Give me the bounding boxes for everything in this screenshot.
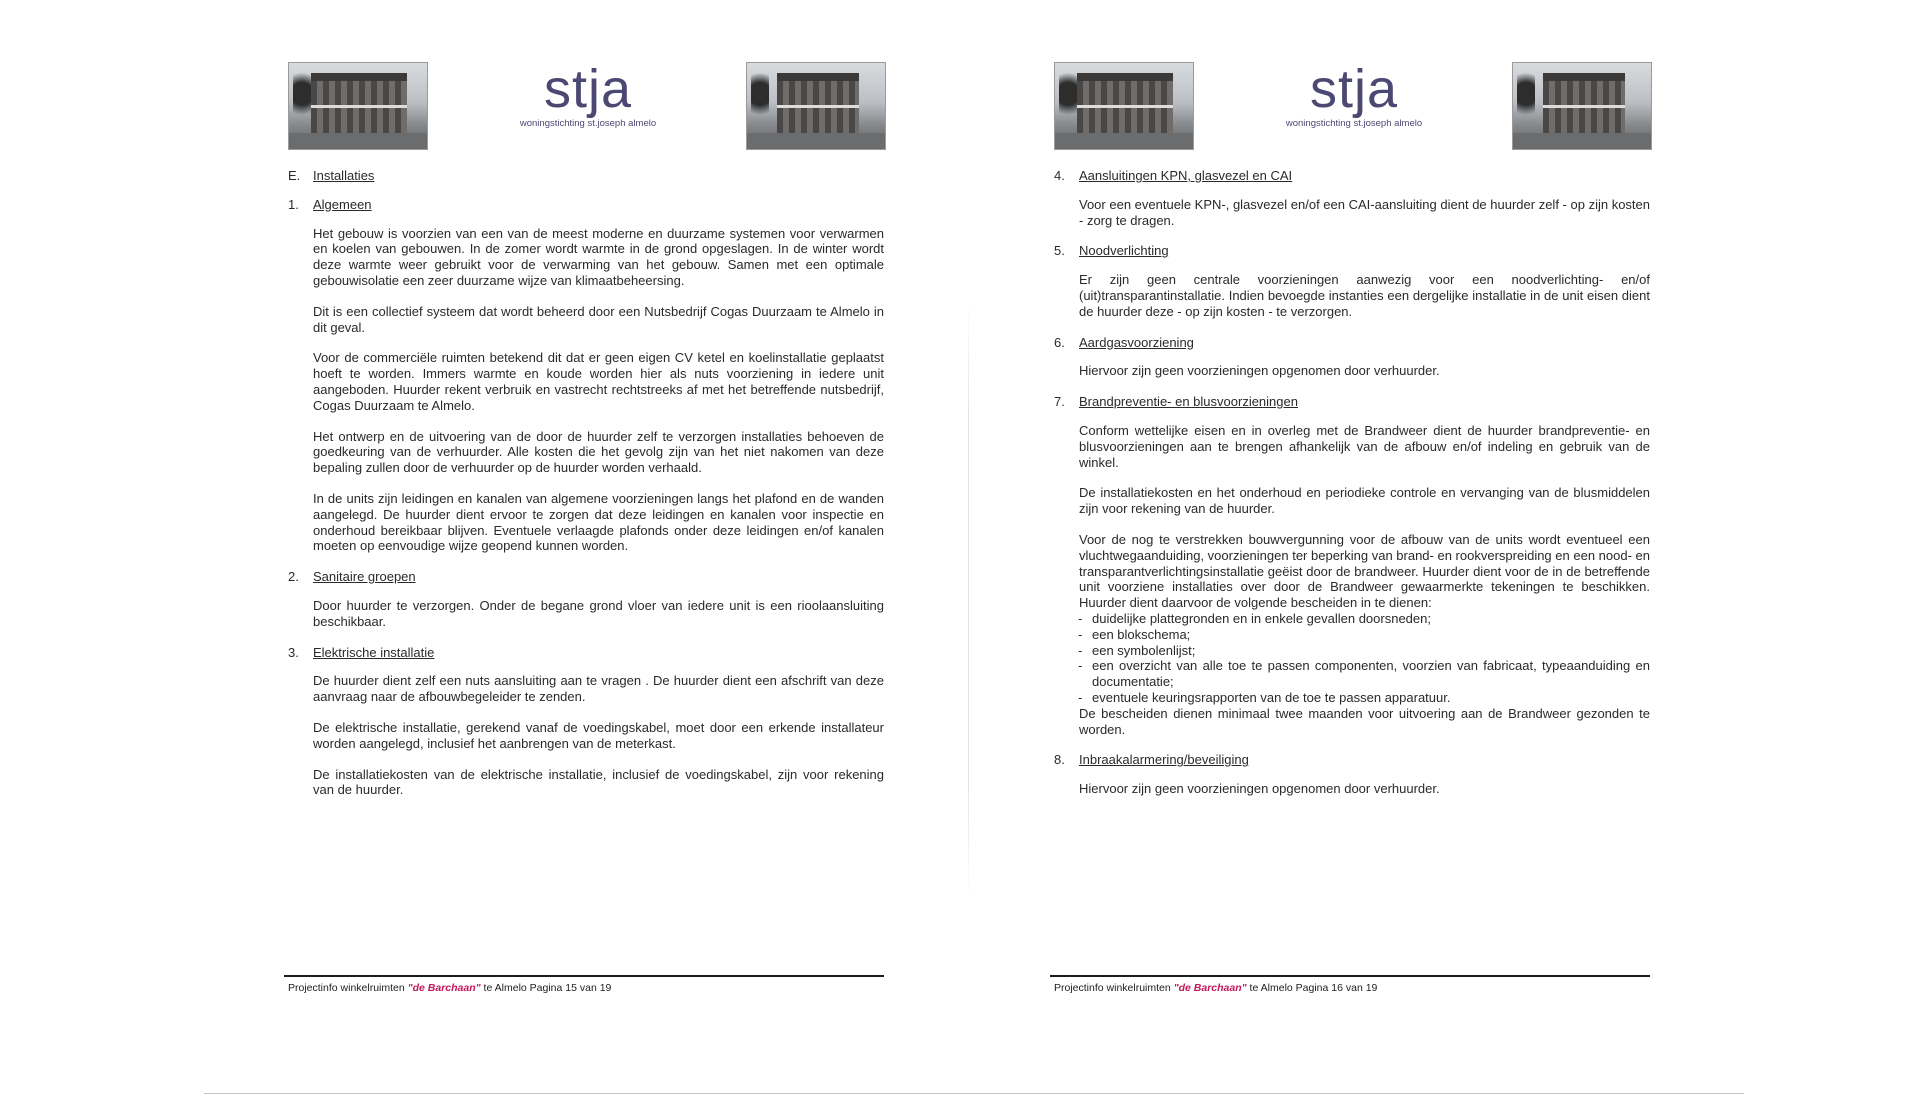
subsection-heading (1054, 168, 1650, 184)
paragraph: Hiervoor zijn geen voorzieningen opgenomen door verhuurder. (1079, 363, 1440, 379)
list-item: - eventuele keuringsrapporten van de toe te passen apparatuur. (1078, 690, 1650, 706)
paragraph-with-list (1079, 532, 1650, 737)
paragraph: Door huurder te verzorgen. Onder de begane grond vloer van iedere unit is een rioolaansluiting beschikbaar. (313, 597, 884, 629)
subsection-heading (288, 197, 884, 213)
paragraph: Voor een eventuele KPN-, glasvezel en/of een CAI-aansluiting dient de huurder zelf - op zijn kosten - zorg te dragen. (1079, 196, 1650, 228)
footer-rule (1050, 975, 1650, 977)
section-title: Installaties (313, 168, 375, 183)
document-page-16 (1046, 0, 1786, 1081)
page-footer (1054, 982, 1377, 994)
paragraph: De installatiekosten van de elektrische installatie, inclusief de voedingskabel, zijn voor rekening van de huurder. (313, 766, 884, 798)
footer-page-number: te Almelo Pagina 15 van 19 (483, 982, 612, 994)
page-footer (288, 982, 611, 994)
paragraph: De installatiekosten en het onderhoud en periodieke controle en vervanging van de blusmiddelen zijn voor rekening van de huurder. (1079, 485, 1650, 517)
document-page-15 (280, 0, 1020, 1081)
list-item: - een blokschema; (1078, 627, 1650, 643)
building-photo-left (288, 62, 428, 150)
subsection-title: Inbraakalarmering/beveiliging (1079, 752, 1249, 768)
logo-tagline: woningstichting st.joseph almelo (519, 118, 657, 129)
subsection-heading (288, 645, 884, 661)
stja-logo (1254, 59, 1454, 129)
subsection-title: Sanitaire groepen (313, 569, 416, 585)
list-item: - een symbolenlijst; (1078, 643, 1650, 659)
subsection-heading (1054, 335, 1650, 351)
logo-wordmark: stja (1309, 59, 1399, 119)
logo-tagline: woningstichting st.joseph almelo (1285, 118, 1423, 129)
subsection-number: 8. (1054, 752, 1065, 768)
paragraph: In de units zijn leidingen en kanalen van algemene voorzieningen langs het plafond en de wanden aangelegd. De huurder dient ervoor te zorgen dat deze leidingen en kanalen voor inspectie en onderhoud bereikbaar blijven. Eventuele verlaagde plafonds onder deze leidingen en/of kanalen moeten op eenvoudige wijze geopend kunnen worden. (313, 490, 884, 554)
list-item: - een overzicht van alle toe te passen componenten, voorzien van fabricaat, typeaanduiding en documentatie; (1078, 658, 1650, 690)
footer-prefix: Projectinfo winkelruimten (1054, 982, 1171, 994)
subsection-title: Elektrische installatie (313, 644, 435, 660)
paragraph: De huurder dient zelf een nuts aansluiting aan te vragen . De huurder dient een afschrift van deze aanvraag naar de afbouwbegeleider te zenden. (313, 673, 884, 705)
paragraph: Conform wettelijke eisen en in overleg met de Brandweer dient de huurder brandpreventie- en blusvoorzieningen aan te brengen afhankelijk van de afbouw en/of indeling en gebruik van de winkel. (1079, 422, 1650, 470)
subsection-number: 2. (288, 569, 299, 585)
stja-logo (488, 59, 688, 129)
subsection-number: 5. (1054, 243, 1065, 259)
paragraph: Voor de nog te verstrekken bouwvergunning voor de afbouw van de units wordt eventueel een vluchtwegaanduiding, voorzieningen ter beperking van brand- en rookverspreiding en een nood- en transparantverlichtingsinstallatie geëist door de brandweer. Huurder dient voor de in de betreffende unit voorziene installaties over door de Brandweer gewaarmerkte tekeningen te beschikken. Huurder dient daarvoor de volgende bescheiden in te dienen: (1079, 531, 1650, 611)
section-heading (288, 168, 884, 184)
page-header (288, 59, 886, 150)
paragraph: Er zijn geen centrale voorzieningen aanwezig voor een noodverlichting- en/of (uit)transparantinstallatie. Indien bevoegde instanties een dergelijke installatie in de unit eisen dient de huurder deze - op zijn kosten - te verzorgen. (1079, 272, 1650, 319)
footer-project-name: "de Barchaan" (1173, 982, 1247, 994)
subsection-number: 4. (1054, 168, 1065, 183)
page-body (288, 168, 884, 813)
footer-rule (284, 975, 884, 977)
subsection-heading (288, 569, 884, 585)
subsection-number: 1. (288, 196, 299, 212)
subsection-title: Brandpreventie- en blusvoorzieningen (1079, 394, 1298, 410)
paragraph: De bescheiden dienen minimaal twee maanden voor uitvoering aan de Brandweer gezonden te worden. (1079, 705, 1650, 737)
building-photo-right (746, 62, 886, 150)
paragraph: Voor de commerciële ruimten betekend dit dat er geen eigen CV ketel en koelinstallatie geplaatst hoeft te worden. Immers warmte en koude worden hier als nuts voorziening in iedere unit aangeboden. Huurder rekent verbruik en vastrecht rechtstreeks af met het betreffende nutsbedrijf, Cogas Duurzaam te Almelo. (313, 350, 884, 413)
page-body (1054, 168, 1650, 812)
subsection-heading (1054, 243, 1650, 259)
subsection-number: 7. (1054, 394, 1065, 410)
subsection-heading (1054, 752, 1650, 768)
paragraph: Het ontwerp en de uitvoering van de door de huurder zelf te verzorgen installaties behoeven de goedkeuring van de verhuurder. Alle kosten die het gevolg zijn van het niet nakomen van deze bepaling zullen door de verhuurder op de huurder worden verhaald. (313, 428, 884, 476)
subsection-number: 3. (288, 644, 299, 660)
paragraph: Het gebouw is voorzien van een van de meest moderne en duurzame systemen voor verwarmen en koelen van gebouwen. In de zomer wordt warmte in de grond opgeslagen. In de winter wordt deze warmte weer gebruikt voor de verwarming van het gebouw. Samen met een optimale gebouwisolatie een zeer duurzame wijze van klimaatbeheersing. (313, 225, 884, 288)
bullet-list (1078, 611, 1650, 706)
subsection-title: Algemeen (313, 196, 372, 212)
paragraph: De elektrische installatie, gerekend vanaf de voedingskabel, moet door een erkende installateur worden aangelegd, inclusief het aanbrengen van de meterkast. (313, 719, 884, 751)
subsection-title: Aardgasvoorziening (1079, 334, 1194, 350)
footer-page-number: te Almelo Pagina 16 van 19 (1249, 982, 1378, 994)
subsection-heading (1054, 394, 1650, 410)
logo-wordmark: stja (543, 59, 633, 119)
subsection-title: Noodverlichting (1079, 243, 1169, 259)
paragraph: Hiervoor zijn geen voorzieningen opgenomen door verhuurder. (1079, 781, 1440, 797)
building-photo-right (1512, 62, 1652, 150)
paragraph: Dit is een collectief systeem dat wordt beheerd door een Nutsbedrijf Cogas Duurzaam te Almelo in dit geval. (313, 303, 884, 335)
building-photo-left (1054, 62, 1194, 150)
subsection-number: 6. (1054, 334, 1065, 350)
footer-prefix: Projectinfo winkelruimten (288, 982, 405, 994)
section-letter: E. (288, 168, 301, 183)
list-item: - duidelijke plattegronden en in enkele gevallen doorsneden; (1078, 611, 1650, 627)
subsection-title: Aansluitingen KPN, glasvezel en CAI (1079, 168, 1293, 183)
page-header (1054, 59, 1652, 150)
footer-project-name: "de Barchaan" (407, 982, 481, 994)
